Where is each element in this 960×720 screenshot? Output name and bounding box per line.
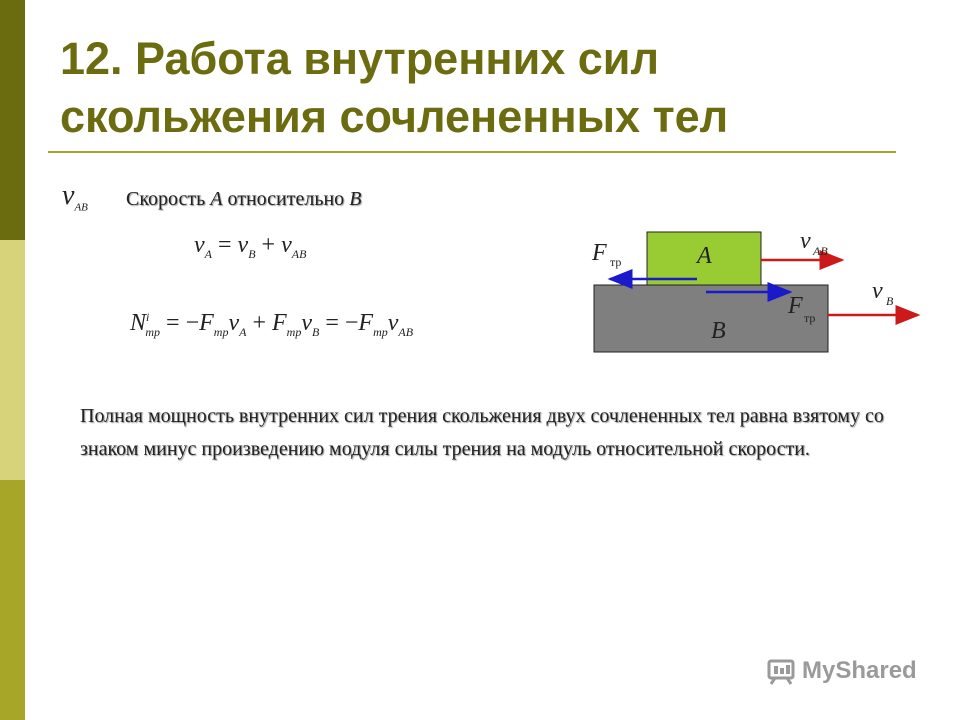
sidebar-segment-bottom (0, 480, 25, 720)
block-b-label: B (711, 318, 726, 344)
vab-letter: v (62, 180, 75, 211)
sidebar-segment-middle (0, 240, 25, 480)
conclusion-paragraph: Полная мощность внутренних сил трения скольжения двух сочлененных тел равна взятому со знаком минус произведению модуля силы трения на модуль относительной скорости. (80, 405, 884, 460)
ftr-bottom-letter: F (788, 293, 803, 319)
vab-label-letter: v (800, 228, 811, 254)
title-underline (48, 151, 896, 153)
vb-label-sub: B (886, 294, 894, 308)
ftr-top-sub: тр (610, 255, 622, 269)
formula-velocity-sum: $v_A = v_B + v_{AB}$ (194, 232, 307, 261)
vb-label-letter: v (872, 278, 883, 304)
slide-title: 12. Работа внутренних сил скольжения сочлененных тел (60, 33, 729, 142)
ftr-top-letter: F (592, 240, 607, 266)
vab-subscript: AB (74, 201, 88, 214)
vab-symbol (62, 180, 88, 214)
caption-middle: относительно (222, 188, 350, 210)
myshared-watermark (766, 656, 917, 686)
sidebar-segment-top (0, 0, 25, 240)
myshared-text: MyShared (802, 657, 917, 684)
velocity-caption (126, 188, 361, 211)
sidebar-decoration (0, 0, 25, 720)
ftr-bottom-sub: тр (804, 311, 816, 325)
formula-power: $N^i_{тр} = -F_{тр}v_A + F_{тр}v_B = -F_{тр}v_{AB}$ (130, 310, 414, 339)
myshared-logo-icon (766, 656, 796, 686)
caption-prefix: Скорость (126, 188, 211, 210)
block-a-label: A (697, 243, 712, 269)
friction-diagram (560, 215, 940, 365)
vab-label-sub: AB (813, 244, 828, 258)
caption-b: B (349, 188, 362, 210)
caption-a: A (210, 188, 223, 210)
